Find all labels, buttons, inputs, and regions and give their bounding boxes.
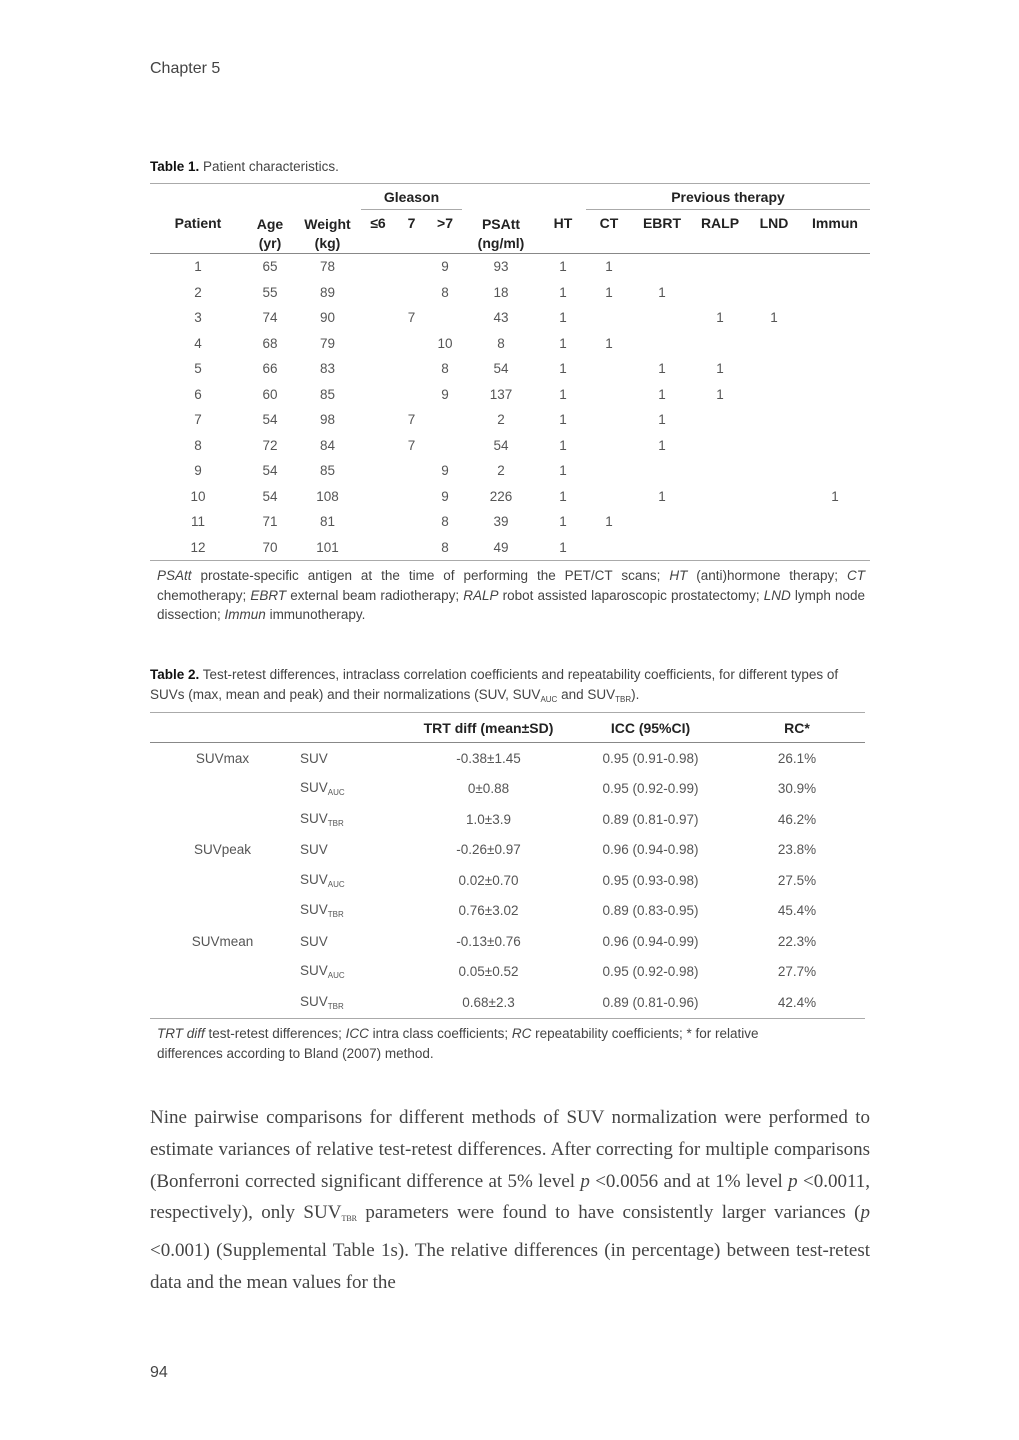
- table-cell: 1: [831, 488, 839, 504]
- suv-type-cell: SUVmean: [191, 933, 254, 949]
- table-cell: 93: [493, 259, 509, 275]
- table-cell: [800, 331, 870, 357]
- table-cell: 7: [407, 310, 416, 326]
- table-cell: 1: [559, 335, 567, 351]
- table-cell: 1: [559, 514, 567, 530]
- table-cell: [692, 280, 748, 306]
- table-cell: [692, 535, 748, 561]
- patient-characteristics-table: [150, 183, 870, 561]
- table-cell: [692, 458, 748, 484]
- table-cell: 1: [658, 412, 666, 428]
- gleason-group-header: Gleason: [361, 184, 462, 210]
- table-cell: 71: [262, 514, 278, 530]
- table-cell: 39: [493, 514, 509, 530]
- table-cell: 5: [194, 361, 202, 377]
- table-cell: [800, 254, 870, 280]
- table-cell: 101: [316, 539, 339, 555]
- rc-cell: 27.7%: [777, 964, 817, 980]
- table-cell: 65: [262, 259, 278, 275]
- table-cell: [800, 280, 870, 306]
- normalization-cell: SUV: [300, 750, 328, 766]
- table-cell: 78: [319, 259, 336, 275]
- table-cell: 1: [559, 539, 567, 555]
- table-cell: [692, 407, 748, 433]
- normalization-cell: $SUV_{AUC}$: [300, 963, 345, 981]
- table-row: [150, 280, 870, 306]
- table-cell: 1: [716, 310, 724, 326]
- table-cell: 70: [262, 539, 278, 555]
- table-cell: 68: [262, 335, 278, 351]
- table-cell: [800, 305, 870, 331]
- table-cell: 54: [493, 361, 509, 377]
- table-cell: [586, 356, 632, 382]
- table-cell: 9: [441, 386, 449, 402]
- table-cell: 1: [658, 437, 666, 453]
- rc-cell: 23.8%: [777, 842, 817, 858]
- table-cell: [586, 458, 632, 484]
- table-cell: [632, 254, 692, 280]
- table-cell: 1: [605, 514, 613, 530]
- table-cell: [395, 356, 428, 382]
- table-cell: 1: [770, 310, 778, 326]
- table-cell: [586, 382, 632, 408]
- table-cell: 2: [497, 463, 505, 479]
- col-header-ht: HT: [553, 214, 573, 231]
- col-header-ct: CT: [599, 215, 619, 231]
- col-header-weight: Weight (kg): [304, 215, 351, 251]
- rc-cell: 45.4%: [777, 903, 817, 919]
- table-cell: [428, 407, 462, 433]
- table-cell: 6: [194, 386, 202, 402]
- icc-cell: 0.95 (0.91-0.98): [602, 750, 699, 766]
- table-cell: [361, 356, 395, 382]
- table1-body: [150, 254, 870, 561]
- table-cell: [632, 535, 692, 561]
- table-cell: 1: [658, 386, 666, 402]
- table-cell: 81: [319, 514, 336, 530]
- table-row: [150, 535, 870, 561]
- table-cell: 1: [559, 310, 567, 326]
- table-cell: 137: [489, 386, 513, 402]
- table-cell: 8: [441, 361, 449, 377]
- table-row: [150, 926, 865, 957]
- table-row: [150, 407, 870, 433]
- table-cell: 18: [493, 284, 509, 300]
- col-header-icc: ICC (95%CI): [610, 719, 691, 736]
- suv-type-cell: [150, 774, 295, 805]
- table-cell: 54: [262, 412, 278, 428]
- table-cell: 8: [441, 284, 449, 300]
- table-cell: 1: [658, 361, 666, 377]
- table-cell: [800, 407, 870, 433]
- table-cell: [800, 509, 870, 535]
- table-cell: [748, 356, 800, 382]
- table-cell: 4: [194, 335, 202, 351]
- table-cell: [692, 509, 748, 535]
- table-cell: 3: [194, 310, 202, 326]
- table-cell: [361, 382, 395, 408]
- table-cell: 1: [559, 361, 567, 377]
- table-cell: [632, 509, 692, 535]
- normalization-cell: $SUV_{TBR}$: [300, 993, 344, 1011]
- col-header-age: Age (yr): [256, 215, 284, 251]
- table-cell: 1: [559, 437, 567, 453]
- table-row: [150, 433, 870, 459]
- rc-cell: 26.1%: [777, 750, 817, 766]
- table-cell: [361, 484, 395, 510]
- rc-cell: 42.4%: [777, 994, 817, 1010]
- table-cell: 226: [489, 488, 513, 504]
- chapter-header: Chapter 5: [150, 60, 221, 77]
- table-cell: 1: [658, 488, 666, 504]
- trt-cell: -0.13±0.76: [456, 933, 521, 949]
- suv-type-cell: [150, 957, 295, 988]
- table-cell: 90: [319, 310, 336, 326]
- table-cell: 85: [319, 463, 336, 479]
- table-cell: 43: [493, 310, 509, 326]
- table-row: [150, 458, 870, 484]
- table-cell: [748, 484, 800, 510]
- table2-label: Table 2.: [150, 667, 200, 682]
- table-cell: [361, 535, 395, 561]
- col-header-immun: Immun: [812, 215, 858, 231]
- table-cell: 54: [493, 437, 509, 453]
- table1-caption: [150, 157, 339, 177]
- table1-title: Patient characteristics.: [203, 159, 339, 174]
- table-cell: [395, 280, 428, 306]
- table-cell: 85: [319, 386, 336, 402]
- table-cell: 8: [441, 514, 449, 530]
- table-row: [150, 254, 870, 280]
- table-cell: [586, 407, 632, 433]
- trt-cell: -0.26±0.97: [456, 842, 521, 858]
- table-cell: 1: [559, 463, 567, 479]
- table2-footnote: TRT diff test-retest differences; ICC intra class coefficients; RC repeatability coefficients; * for relative differences according to Bland (2007) method.: [157, 1026, 759, 1061]
- table-cell: [428, 305, 462, 331]
- table-cell: [395, 484, 428, 510]
- icc-cell: 0.96 (0.94-0.98): [602, 842, 699, 858]
- table-cell: [748, 331, 800, 357]
- table-cell: [748, 433, 800, 459]
- table-cell: 1: [605, 284, 613, 300]
- table-cell: [748, 280, 800, 306]
- table-cell: [748, 254, 800, 280]
- table-cell: 9: [441, 259, 449, 275]
- table-cell: 54: [262, 463, 278, 479]
- rc-cell: 27.5%: [777, 872, 817, 888]
- table1-label: Table 1.: [150, 159, 200, 174]
- table-cell: 10: [190, 488, 206, 504]
- table-cell: 8: [194, 437, 202, 453]
- suv-repeatability-table: [150, 712, 865, 1019]
- table-cell: 66: [262, 361, 278, 377]
- table-cell: 1: [716, 386, 724, 402]
- table-cell: [361, 305, 395, 331]
- icc-cell: 0.89 (0.81-0.97): [602, 811, 699, 827]
- table-cell: 1: [559, 412, 567, 428]
- trt-cell: -0.38±1.45: [456, 750, 521, 766]
- table-cell: 1: [559, 488, 567, 504]
- table2-body: [150, 743, 865, 1019]
- table-cell: 55: [262, 284, 278, 300]
- table-cell: [800, 382, 870, 408]
- table-cell: [395, 535, 428, 561]
- table-cell: [632, 305, 692, 331]
- col-header-ebrt: EBRT: [642, 215, 682, 231]
- table-cell: [692, 254, 748, 280]
- rc-cell: 46.2%: [777, 811, 817, 827]
- table-cell: 9: [441, 463, 449, 479]
- table-cell: 1: [194, 259, 202, 275]
- table-cell: [586, 535, 632, 561]
- table-row: [150, 484, 870, 510]
- table-row: [150, 356, 870, 382]
- table-cell: [395, 331, 428, 357]
- table-cell: [692, 433, 748, 459]
- table-row: [150, 957, 865, 988]
- table-cell: [395, 509, 428, 535]
- table-cell: 9: [441, 488, 449, 504]
- previous-therapy-group-header: Previous therapy: [586, 184, 870, 210]
- normalization-cell: $SUV_{AUC}$: [300, 780, 345, 798]
- normalization-cell: $SUV_{TBR}$: [300, 810, 344, 828]
- normalization-cell: $SUV_{AUC}$: [300, 871, 345, 889]
- table-row: [150, 331, 870, 357]
- table-cell: [361, 407, 395, 433]
- table-cell: [632, 331, 692, 357]
- col-header-gleason-gt7: >7: [437, 215, 453, 231]
- table-cell: 10: [437, 335, 453, 351]
- table-cell: [395, 458, 428, 484]
- suv-type-cell: [150, 804, 295, 835]
- icc-cell: 0.96 (0.94-0.99): [602, 933, 699, 949]
- table-cell: 7: [407, 412, 416, 428]
- table-cell: 1: [559, 284, 567, 300]
- table-cell: 1: [605, 259, 613, 275]
- table-cell: [361, 509, 395, 535]
- col-header-ralp: RALP: [700, 215, 740, 231]
- table-row: [150, 804, 865, 835]
- normalization-cell: $SUV_{TBR}$: [300, 902, 344, 920]
- table-cell: [632, 458, 692, 484]
- table-cell: 74: [262, 310, 278, 326]
- table-cell: 1: [716, 361, 724, 377]
- table-cell: 8: [441, 539, 449, 555]
- table-row: [150, 382, 870, 408]
- table-cell: [800, 356, 870, 382]
- rc-cell: 22.3%: [777, 933, 817, 949]
- table-cell: [748, 509, 800, 535]
- table-cell: 8: [497, 335, 505, 351]
- body-paragraph: Nine pairwise comparisons for different methods of SUV normalization were performed to estimate variances of relative test-retest differences. After correcting for multiple comparisons (Bonferroni corrected significant difference at 5% level p <0.0056 and at 1% level p <0.0011, respectively), only $SUV_{TBR}$ parameters were found to have consistently larger variances (p <0.001) (Supplemental Table 1s). The relative differences (in percentage) between test-retest data and the mean values for the: [150, 1107, 871, 1293]
- table-cell: [586, 305, 632, 331]
- table-cell: [800, 535, 870, 561]
- table-cell: [586, 484, 632, 510]
- table-cell: [748, 535, 800, 561]
- table-cell: 49: [493, 539, 509, 555]
- icc-cell: 0.95 (0.92-0.99): [602, 781, 699, 797]
- suv-type-cell: SUVmax: [195, 750, 250, 766]
- table-cell: 89: [319, 284, 336, 300]
- table-row: [150, 774, 865, 805]
- table-row: [150, 987, 865, 1018]
- normalization-cell: SUV: [300, 933, 328, 949]
- icc-cell: 0.89 (0.83-0.95): [602, 903, 699, 919]
- suv-type-cell: [150, 896, 295, 927]
- col-header-trt-diff: TRT diff (mean±SD): [423, 719, 554, 736]
- table-cell: [361, 458, 395, 484]
- table-cell: [748, 407, 800, 433]
- table-cell: [361, 433, 395, 459]
- table-cell: 2: [194, 284, 202, 300]
- table-cell: 108: [316, 488, 339, 504]
- table-cell: [361, 254, 395, 280]
- table-cell: 83: [319, 361, 336, 377]
- table-cell: 72: [262, 437, 278, 453]
- table-row: [150, 743, 865, 774]
- col-header-gleason-7: 7: [407, 215, 416, 231]
- icc-cell: 0.95 (0.93-0.98): [602, 872, 699, 888]
- trt-cell: 0.76±3.02: [458, 903, 519, 919]
- table-cell: [748, 382, 800, 408]
- table-cell: 9: [194, 463, 202, 479]
- col-header-lnd: LND: [759, 215, 789, 231]
- table-cell: [395, 382, 428, 408]
- suv-type-cell: [150, 865, 295, 896]
- table-cell: [800, 458, 870, 484]
- col-header-rc: RC*: [784, 719, 810, 736]
- table-cell: 1: [658, 284, 666, 300]
- page-number: 94: [150, 1364, 168, 1381]
- table-row: [150, 865, 865, 896]
- trt-cell: 0.02±0.70: [458, 872, 519, 888]
- table-cell: [692, 331, 748, 357]
- table-cell: [395, 254, 428, 280]
- table-cell: [692, 484, 748, 510]
- table-cell: 84: [319, 437, 336, 453]
- trt-cell: 0.68±2.3: [462, 994, 515, 1010]
- col-header-patient: Patient: [174, 214, 222, 231]
- trt-cell: 0±0.88: [467, 781, 510, 797]
- suv-type-cell: SUVpeak: [193, 842, 252, 858]
- normalization-cell: SUV: [300, 842, 328, 858]
- table-row: [150, 896, 865, 927]
- table-row: [150, 305, 870, 331]
- table-cell: 1: [605, 335, 613, 351]
- table-cell: 7: [407, 437, 416, 453]
- table-cell: 54: [262, 488, 278, 504]
- table-cell: [428, 433, 462, 459]
- suv-type-cell: [150, 987, 295, 1018]
- table-row: [150, 509, 870, 535]
- table-cell: 79: [319, 335, 336, 351]
- table-cell: 11: [190, 514, 205, 530]
- col-header-psatt: PSAtt (ng/ml): [477, 215, 525, 251]
- trt-cell: 0.05±0.52: [458, 964, 519, 980]
- table-cell: [800, 433, 870, 459]
- table-row: [150, 835, 865, 866]
- icc-cell: 0.95 (0.92-0.98): [602, 964, 699, 980]
- table-cell: 7: [194, 412, 202, 428]
- table-cell: [586, 433, 632, 459]
- trt-cell: 1.0±3.9: [466, 811, 511, 827]
- rc-cell: 30.9%: [777, 781, 817, 797]
- table2-caption: Table 2. Test-retest differences, intraclass correlation coefficients and repeatability coefficients, for different types of SUVs (max, mean and peak) and their normalizations (SUV, $SUV_{AUC}$ and $SUV_{TBR}$).: [150, 667, 839, 704]
- table-cell: 12: [190, 539, 206, 555]
- table-cell: [361, 280, 395, 306]
- col-header-gleason-le6: ≤6: [370, 215, 386, 231]
- table-cell: [361, 331, 395, 357]
- table1-footnote: PSAtt prostate-specific antigen at the time of performing the PET/CT scans; HT (anti)hormone therapy; CT chemotherapy; EBRT external beam radiotherapy; RALP robot assisted laparoscopic prostatectomy; LND lymph node dissection; Immun immunotherapy.: [157, 568, 865, 622]
- table-cell: 98: [319, 412, 336, 428]
- table-cell: 2: [497, 412, 505, 428]
- icc-cell: 0.89 (0.81-0.96): [602, 994, 699, 1010]
- table-cell: [748, 458, 800, 484]
- table-cell: 1: [559, 259, 567, 275]
- table-cell: 60: [262, 386, 278, 402]
- table-cell: 1: [559, 386, 567, 402]
